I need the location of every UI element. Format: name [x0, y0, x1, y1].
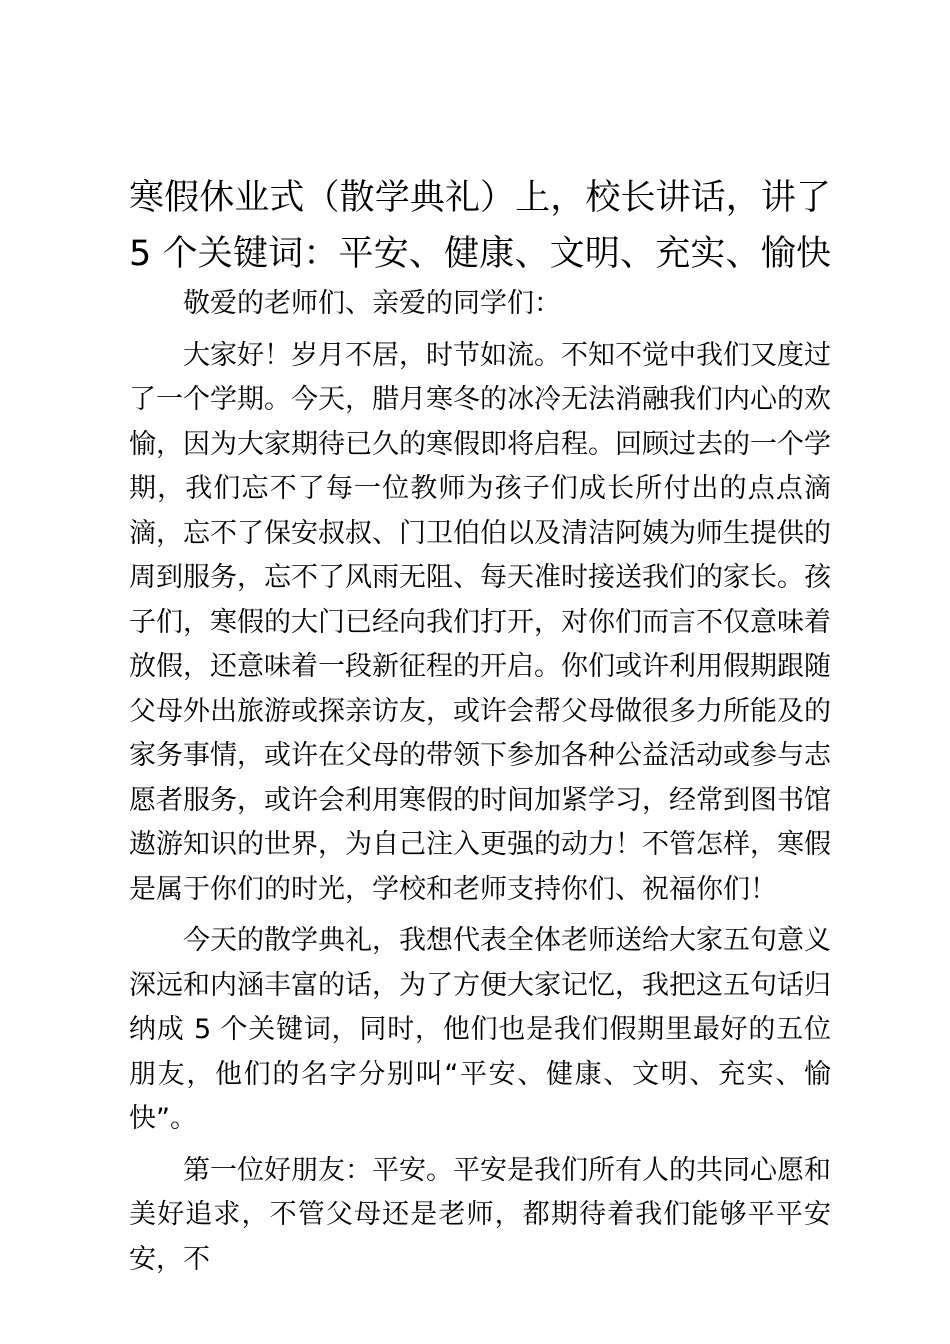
paragraph-3: 第一位好朋友：平安。平安是我们所有人的共同心愿和美好追求，不管父母还是老师，都期待着我们能够平平安安，不 — [129, 1154, 831, 1275]
document-title-line-2: 5 个关键词：平安、健康、文明、充实、愉快 — [129, 234, 831, 274]
document-page — [129, 170, 831, 1282]
document-title-line-1: 寒假休业式（散学典礼）上，校长讲话，讲了 — [129, 178, 831, 218]
paragraph-2: 今天的散学典礼，我想代表全体老师送给大家五句意义深远和内涵丰富的话，为了方便大家记忆，我把这五句话归纳成 5 个关键词，同时，他们也是我们假期里最好的五位朋友，他们的名字分别叫“平安、健康、文明、充实、愉快”。 — [129, 925, 831, 1134]
greeting: 敬爱的老师们、亲爱的同学们： — [183, 288, 561, 319]
paragraph-1: 大家好！岁月不居，时节如流。不知不觉中我们又度过了一个学期。今天，腊月寒冬的冰冷无法消融我们内心的欢愉，因为大家期待已久的寒假即将启程。回顾过去的一个学期，我们忘不了每一位教师为孩子们成长所付出的点点滴滴，忘不了保安叔叔、门卫伯伯以及清洁阿姨为师生提供的周到服务，忘不了风雨无阻、每天准时接送我们的家长。孩子们，寒假的大门已经向我们打开，对你们而言不仅意味着放假，还意味着一段新征程的开启。你们或许利用假期跟随父母外出旅游或探亲访友，或许会帮父母做很多力所能及的家务事情，或许在父母的带领下参加各种公益活动或参与志愿者服务，或许会利用寒假的时间加紧学习，经常到图书馆遨游知识的世界，为自己注入更强的动力！不管怎样，寒假是属于你们的时光，学校和老师支持你们、祝福你们！ — [129, 339, 831, 905]
